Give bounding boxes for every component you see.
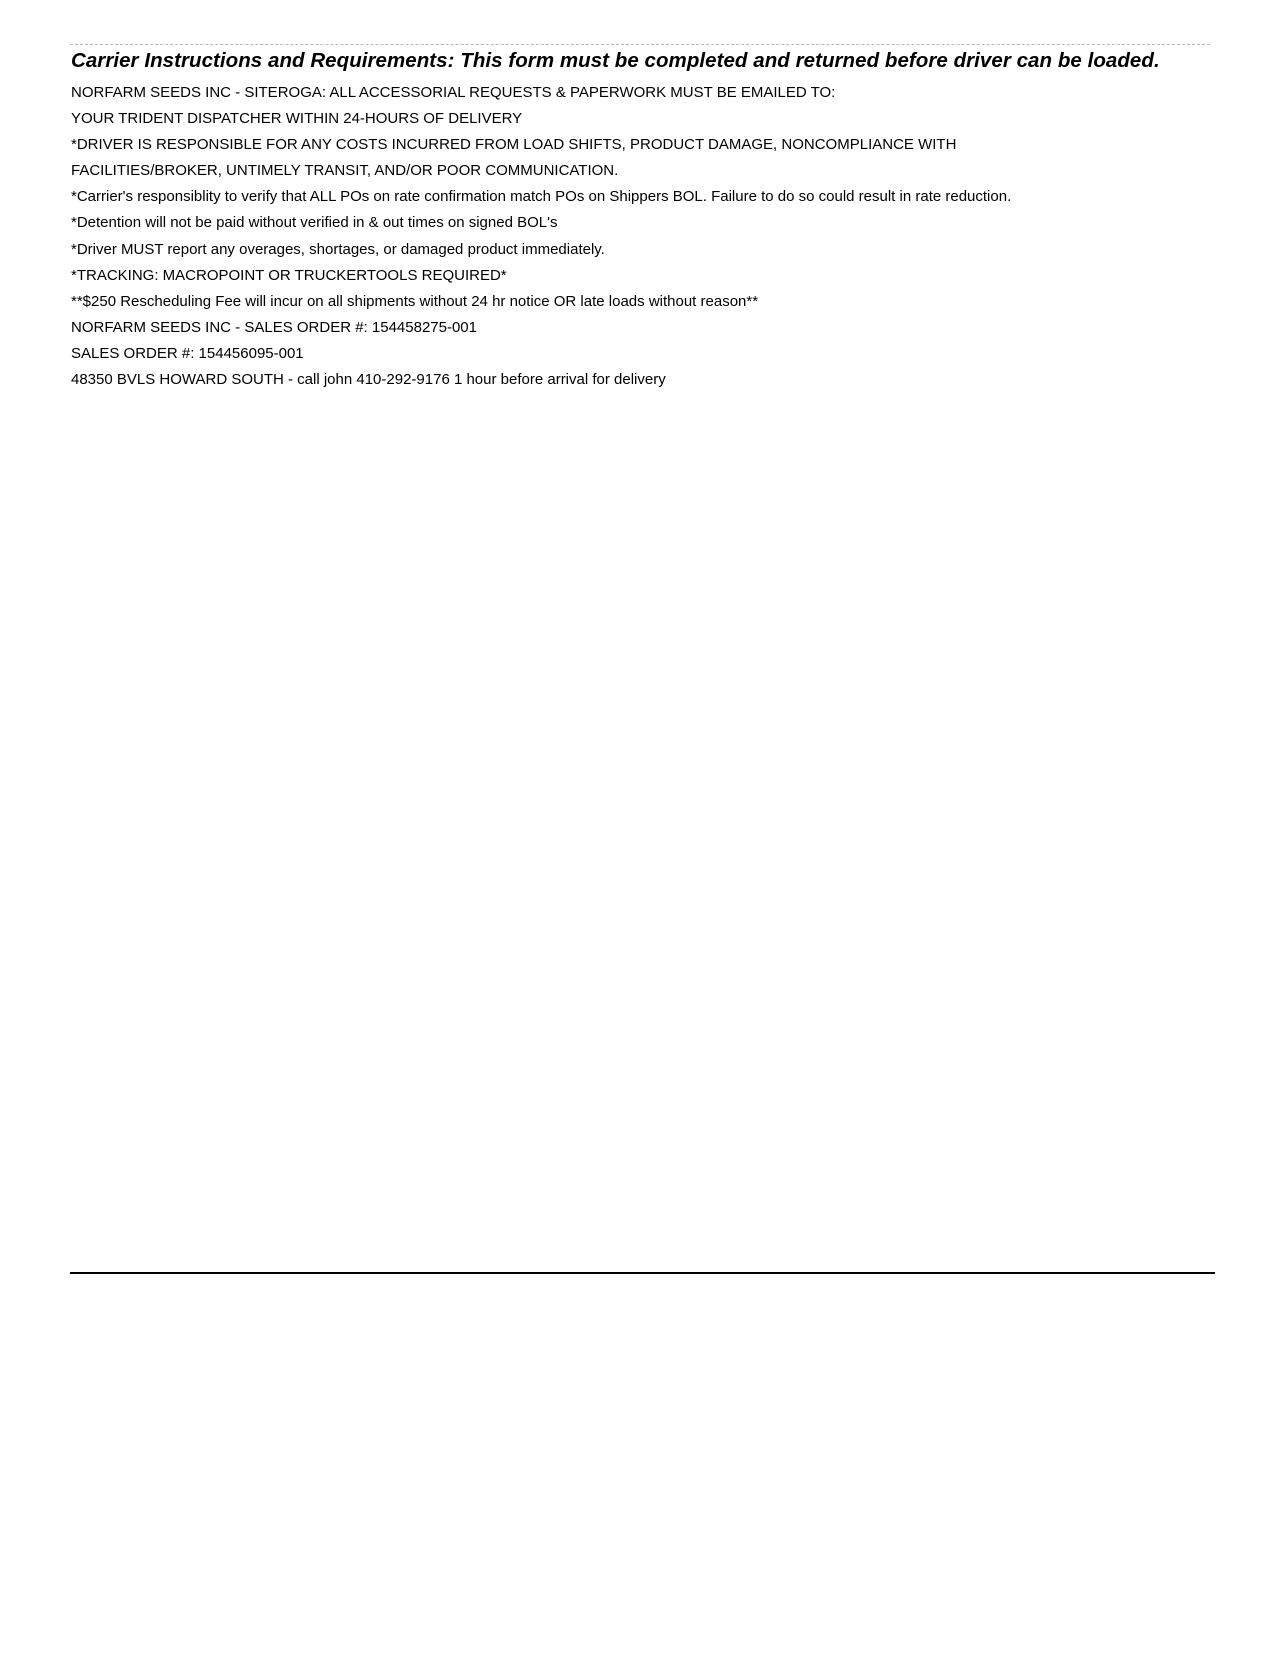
instruction-line: *DRIVER IS RESPONSIBLE FOR ANY COSTS INCURRED FROM LOAD SHIFTS, PRODUCT DAMAGE, NONCOMPLIANCE WITH bbox=[71, 136, 957, 154]
instruction-line: **$250 Rescheduling Fee will incur on all shipments without 24 hr notice OR late loads without reason** bbox=[71, 292, 759, 310]
instruction-line: NORFARM SEEDS INC - SITEROGA: ALL ACCESSORIAL REQUESTS & PAPERWORK MUST BE EMAILED TO: bbox=[71, 84, 836, 101]
instruction-line: NORFARM SEEDS INC - SALES ORDER #: 154458275-001 bbox=[71, 318, 477, 336]
instruction-line: *Detention will not be paid without verified in & out times on signed BOL's bbox=[71, 214, 558, 232]
instruction-line: *TRACKING: MACROPOINT OR TRUCKERTOOLS REQUIRED* bbox=[71, 266, 507, 284]
instruction-line: YOUR TRIDENT DISPATCHER WITHIN 24-HOURS OF DELIVERY bbox=[71, 110, 523, 128]
bottom-divider bbox=[70, 1272, 1215, 1274]
instruction-line: *Carrier's responsiblity to verify that ALL POs on rate confirmation match POs on Shippers BOL. Failure to do so could result in rate reduction. bbox=[71, 188, 1012, 206]
instruction-line: FACILITIES/BROKER, UNTIMELY TRANSIT, AND/OR POOR COMMUNICATION. bbox=[71, 162, 619, 180]
carrier-instructions-heading: Carrier Instructions and Requirements: This form must be completed and returned before driver can be loaded. bbox=[71, 49, 1160, 72]
instruction-line: SALES ORDER #: 154456095-001 bbox=[71, 344, 304, 362]
instruction-line: 48350 BVLS HOWARD SOUTH - call john 410-292-9176 1 hour before arrival for delivery bbox=[71, 371, 666, 389]
top-divider bbox=[70, 44, 1210, 45]
instruction-line: *Driver MUST report any overages, shortages, or damaged product immediately. bbox=[71, 240, 605, 258]
instruction-lines bbox=[71, 80, 1011, 393]
